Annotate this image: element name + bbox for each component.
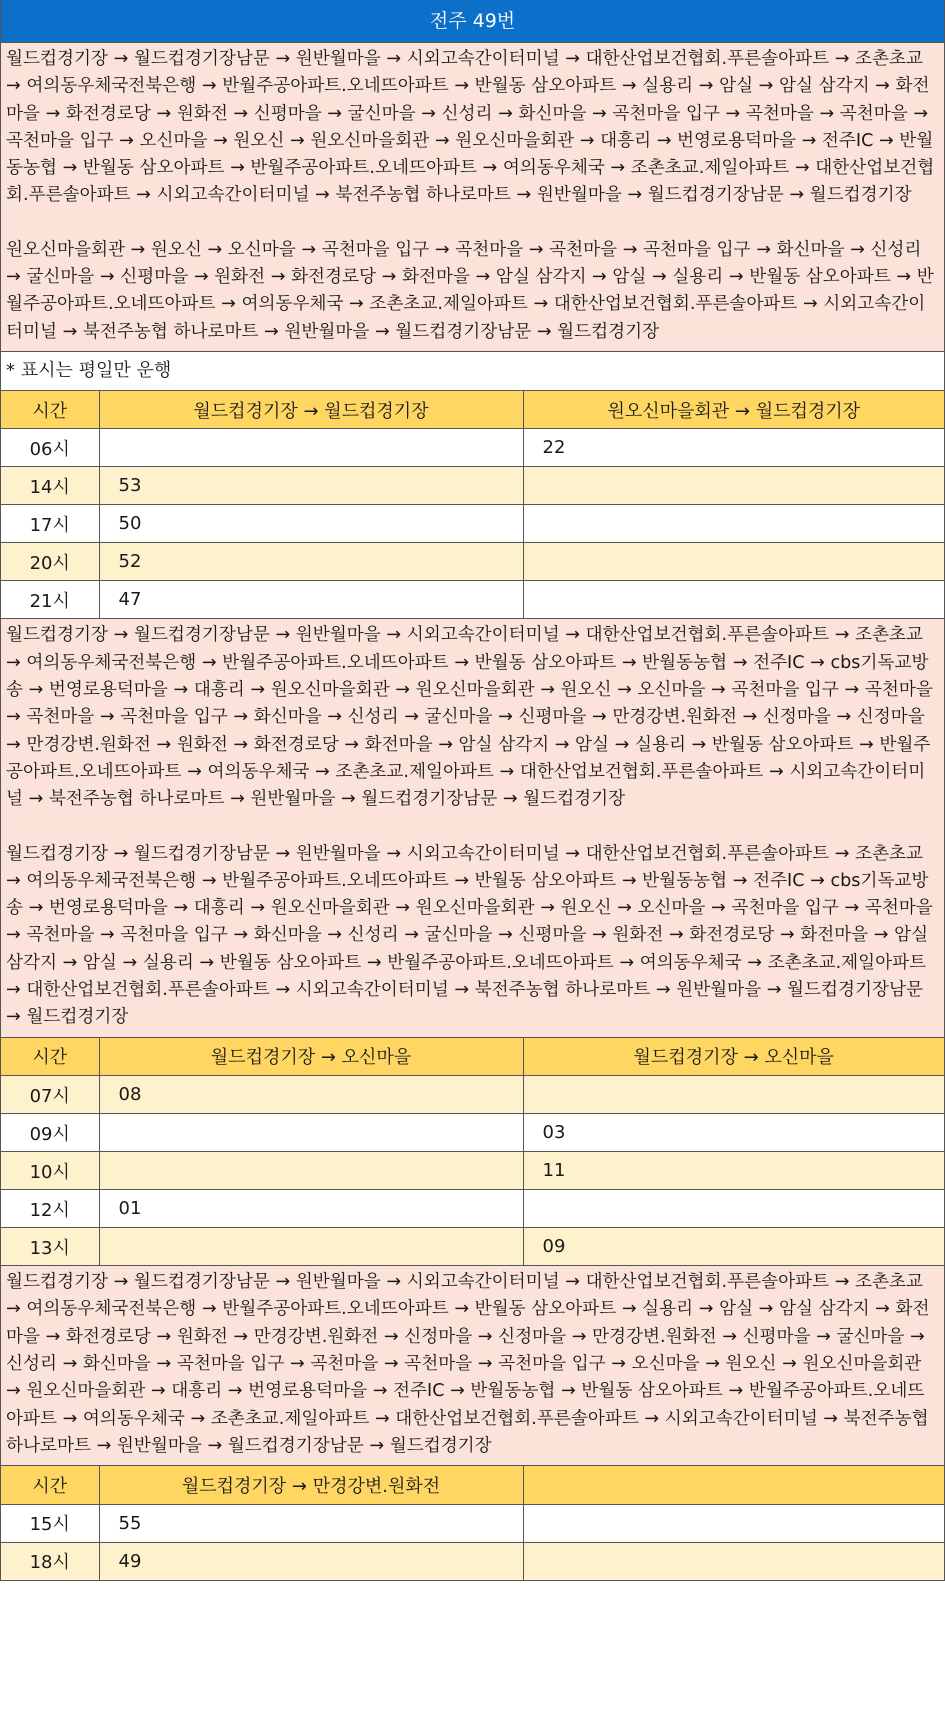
hour-cell: 09시 (1, 1114, 99, 1152)
minute-cell: 47 (99, 581, 523, 619)
minute-cell: 03 (523, 1114, 944, 1152)
table-row (1, 581, 944, 619)
table-header-row (1, 391, 944, 429)
minute-cell (523, 543, 944, 581)
minute-cell (523, 1542, 944, 1580)
table-header-row (1, 1466, 944, 1504)
minute-cell: 49 (99, 1542, 523, 1580)
timetable-1 (1, 391, 944, 620)
minute-cell (523, 581, 944, 619)
hour-cell: 20시 (1, 543, 99, 581)
route-description-block (1, 43, 944, 352)
column-header: 월드컵경기장 → 월드컵경기장 (99, 391, 523, 429)
hour-cell: 21시 (1, 581, 99, 619)
hour-cell: 17시 (1, 505, 99, 543)
column-header: 시간 (1, 391, 99, 429)
hour-cell: 06시 (1, 429, 99, 467)
hour-cell: 07시 (1, 1076, 99, 1114)
route-text: 월드컵경기장 → 월드컵경기장남문 → 원반월마을 → 시외고속간이터미널 → 대한산업보건협회.푸른솔아파트 → 조촌초교 → 여의동우체국전북은행 → 반월주공아파트.오네뜨아파트 → 반월동 삼오아파트 → 반월동농협 → 전주IC → cbs기독교방송 → 번영로용덕마을 → 대흥리 → 원오신마을회관 → 원오신마을회관 → 원오신 → 오신마을 → 곡천마을 입구 → 곡천마을 → 곡천마을 → 곡천마을 입구 → 화신마을 → 신성리 → 굴신마을 → 신평마을 → 원화전 → 화전경로당 → 화전마을 → 암실 삼각지 → 암실 → 실용리 → 반월동 삼오아파트 → 반월주공아파트.오네뜨아파트 → 여의동우체국 → 조촌초교.제일아파트 → 대한산업보건협회.푸른솔아파트 → 시외고속간이터미널 → 북전주농협 하나로마트 → 원반월마을 → 월드컵경기장남문 → 월드컵경기장 (6, 843, 933, 1028)
minute-cell: 50 (99, 505, 523, 543)
timetable-2 (1, 1038, 944, 1267)
column-header: 시간 (1, 1038, 99, 1076)
column-header: 월드컵경기장 → 만경강변.원화전 (99, 1466, 523, 1504)
minute-cell (99, 429, 523, 467)
table-row (1, 1190, 944, 1228)
minute-cell (99, 1228, 523, 1266)
table-row (1, 543, 944, 581)
minute-cell: 52 (99, 543, 523, 581)
minute-cell (99, 1152, 523, 1190)
hour-cell: 10시 (1, 1152, 99, 1190)
table-row (1, 1504, 944, 1542)
route-text: 월드컵경기장 → 월드컵경기장남문 → 원반월마을 → 시외고속간이터미널 → 대한산업보건협회.푸른솔아파트 → 조촌초교 → 여의동우체국전북은행 → 반월주공아파트.오네뜨아파트 → 반월동 삼오아파트 → 실용리 → 암실 → 암실 삼각지 → 화전마을 → 화전경로당 → 원화전 → 만경강변.원화전 → 신정마을 → 신정마을 → 만경강변.원화전 → 신평마을 → 굴신마을 → 신성리 → 화신마을 → 곡천마을 입구 → 곡천마을 → 곡천마을 → 곡천마을 입구 → 오신마을 → 원오신 → 원오신마을회관 → 원오신마을회관 → 대흥리 → 번영로용덕마을 → 전주IC → 반월동농협 → 반월동 삼오아파트 → 반월주공아파트.오네뜨아파트 → 여의동우체국 → 조촌초교.제일아파트 → 대한산업보건협회.푸른솔아파트 → 시외고속간이터미널 → 북전주농협 하나로마트 → 원반월마을 → 월드컵경기장남문 → 월드컵경기장 (6, 1272, 930, 1456)
hour-cell: 15시 (1, 1504, 99, 1542)
page-title: 전주 49번 (1, 0, 944, 43)
minute-cell: 53 (99, 467, 523, 505)
table-row (1, 1228, 944, 1266)
table-row (1, 429, 944, 467)
minute-cell (523, 1076, 944, 1114)
minute-cell: 55 (99, 1504, 523, 1542)
minute-cell: 09 (523, 1228, 944, 1266)
table-row (1, 1542, 944, 1580)
column-header: 시간 (1, 1466, 99, 1504)
minute-cell (523, 467, 944, 505)
table-row (1, 1076, 944, 1114)
minute-cell: 22 (523, 429, 944, 467)
table-row (1, 1114, 944, 1152)
route-text: 원오신마을회관 → 원오신 → 오신마을 → 곡천마을 입구 → 곡천마을 → 곡천마을 → 곡천마을 입구 → 화신마을 → 신성리 → 굴신마을 → 신평마을 → 원화전 → 화전경로당 → 화전마을 → 암실 삼각지 → 암실 → 실용리 → 반월동 삼오아파트 → 반월주공아파트.오네뜨아파트 → 여의동우체국 → 조촌초교.제일아파트 → 대한산업보건협회.푸른솔아파트 → 시외고속간이터미널 → 북전주농협 하나로마트 → 원반월마을 → 월드컵경기장남문 → 월드컵경기장 (6, 239, 934, 342)
minute-cell (99, 1114, 523, 1152)
hour-cell: 18시 (1, 1542, 99, 1580)
route-description-block (1, 619, 944, 1037)
minute-cell: 01 (99, 1190, 523, 1228)
table-row (1, 467, 944, 505)
weekday-note: * 표시는 평일만 운행 (1, 352, 944, 391)
hour-cell: 14시 (1, 467, 99, 505)
timetable-3 (1, 1466, 944, 1581)
minute-cell (523, 1504, 944, 1542)
table-header-row (1, 1038, 944, 1076)
table-row (1, 1152, 944, 1190)
route-text: 월드컵경기장 → 월드컵경기장남문 → 원반월마을 → 시외고속간이터미널 → 대한산업보건협회.푸른솔아파트 → 조촌초교 → 여의동우체국전북은행 → 반월주공아파트.오네뜨아파트 → 반월동 삼오아파트 → 반월동농협 → 전주IC → cbs기독교방송 → 번영로용덕마을 → 대흥리 → 원오신마을회관 → 원오신마을회관 → 원오신 → 오신마을 → 곡천마을 입구 → 곡천마을 → 곡천마을 → 곡천마을 입구 → 화신마을 → 신성리 → 굴신마을 → 신평마을 → 만경강변.원화전 → 신정마을 → 신정마을 → 만경강변.원화전 → 원화전 → 화전경로당 → 화전마을 → 암실 삼각지 → 암실 → 실용리 → 반월동 삼오아파트 → 반월주공아파트.오네뜨아파트 → 여의동우체국 → 조촌초교.제일아파트 → 대한산업보건협회.푸른솔아파트 → 시외고속간이터미널 → 북전주농협 하나로마트 → 원반월마을 → 월드컵경기장남문 → 월드컵경기장 (6, 625, 933, 810)
route-description-block (1, 1266, 944, 1466)
minute-cell: 11 (523, 1152, 944, 1190)
minute-cell (523, 1190, 944, 1228)
hour-cell: 12시 (1, 1190, 99, 1228)
minute-cell (523, 505, 944, 543)
route-text: 월드컵경기장 → 월드컵경기장남문 → 원반월마을 → 시외고속간이터미널 → 대한산업보건협회.푸른솔아파트 → 조촌초교 → 여의동우체국전북은행 → 반월주공아파트.오네뜨아파트 → 반월동 삼오아파트 → 실용리 → 암실 → 암실 삼각지 → 화전마을 → 화전경로당 → 원화전 → 신평마을 → 굴신마을 → 신성리 → 화신마을 → 곡천마을 입구 → 곡천마을 → 곡천마을 → 곡천마을 입구 → 오신마을 → 원오신 → 원오신마을회관 → 원오신마을회관 → 대흥리 → 번영로용덕마을 → 전주IC → 반월동농협 → 반월동 삼오아파트 → 반월주공아파트.오네뜨아파트 → 여의동우체국 → 조촌초교.제일아파트 → 대한산업보건협회.푸른솔아파트 → 시외고속간이터미널 → 북전주농협 하나로마트 → 원반월마을 → 월드컵경기장남문 → 월드컵경기장 (6, 49, 935, 206)
table-row (1, 505, 944, 543)
minute-cell: 08 (99, 1076, 523, 1114)
column-header: 월드컵경기장 → 오신마을 (99, 1038, 523, 1076)
hour-cell: 13시 (1, 1228, 99, 1266)
column-header: 원오신마을회관 → 월드컵경기장 (523, 391, 944, 429)
column-header (523, 1466, 944, 1504)
column-header: 월드컵경기장 → 오신마을 (523, 1038, 944, 1076)
